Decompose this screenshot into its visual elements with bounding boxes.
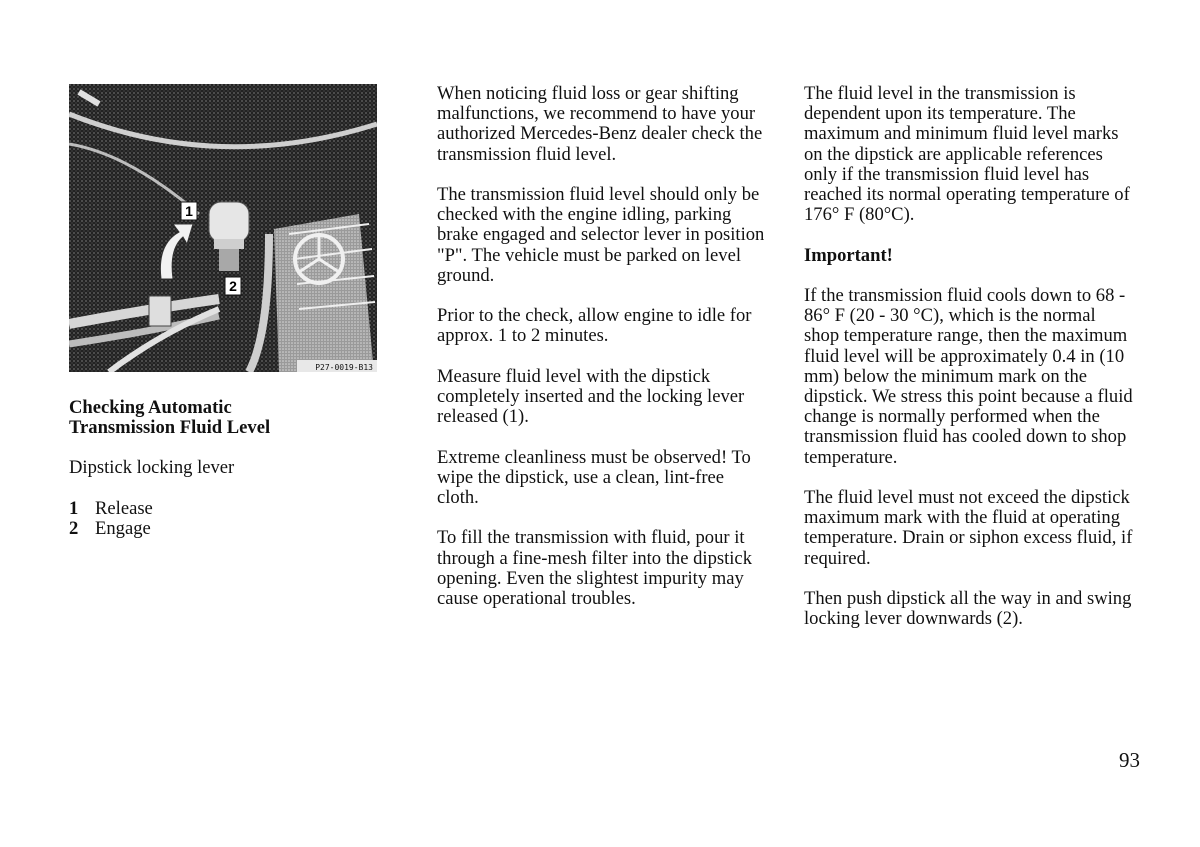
paragraph: The fluid level in the transmission is dependent upon its temperature. The maximum and minimum fluid level marks on the dipstick are applicable references only if the transmission fluid level has reached its normal operating temperature of 176° F (80°C). bbox=[804, 83, 1130, 226]
list-item bbox=[69, 499, 389, 519]
right-column bbox=[804, 84, 1134, 650]
paragraph: Extreme cleanliness must be observed! To wipe the dipstick, use a clean, lint-free cloth. bbox=[437, 446, 751, 508]
list-item-number: 2 bbox=[69, 518, 79, 539]
page-number: 93 bbox=[1119, 748, 1140, 772]
important-heading: Important! bbox=[804, 244, 893, 266]
list-item bbox=[69, 519, 389, 539]
figure-caption-title bbox=[69, 398, 389, 438]
paragraph: The fluid level must not exceed the dipstick maximum mark with the fluid at operating temperature. Drain or siphon excess fluid, if required. bbox=[804, 487, 1133, 569]
engine-bay-photo bbox=[69, 84, 377, 372]
callout-2: 2 bbox=[229, 278, 237, 294]
list-item-number: 1 bbox=[69, 497, 79, 519]
list-item-label: Release bbox=[95, 497, 153, 519]
figure-subtitle: Dipstick locking lever bbox=[69, 457, 235, 479]
left-column bbox=[69, 84, 389, 539]
caption-title-line1: Checking Automatic bbox=[69, 397, 232, 418]
paragraph: Prior to the check, allow engine to idle for approx. 1 to 2 minutes. bbox=[437, 305, 752, 347]
paragraph: When noticing fluid loss or gear shifting malfunctions, we recommend to have your authorized Mercedes-Benz dealer check the transmission fluid level. bbox=[437, 83, 763, 165]
paragraph: To fill the transmission with fluid, pour it through a fine-mesh filter into the dipstick opening. Even the slightest impurity may cause operational troubles. bbox=[437, 527, 752, 609]
paragraph: Then push dipstick all the way in and swing locking lever downwards (2). bbox=[804, 588, 1132, 630]
callout-1: 1 bbox=[185, 203, 193, 219]
paragraph: If the transmission fluid cools down to 68 - 86° F (20 - 30 °C), which is the normal shop temperature range, then the maximum fluid level will be approximately 0.4 in (10 mm) below the minimum mark on the dipstick. We stress this point because a fluid change is normally performed when the transmission fluid has cooled down to shop temperature. bbox=[804, 285, 1133, 468]
paragraph: Measure fluid level with the dipstick completely inserted and the locking lever released (1). bbox=[437, 365, 745, 428]
caption-title-line2: Transmission Fluid Level bbox=[69, 417, 271, 439]
figure-code: P27-0019-B13 bbox=[315, 363, 373, 372]
middle-column bbox=[437, 84, 767, 629]
list-item-label: Engage bbox=[95, 518, 151, 539]
paragraph: The transmission fluid level should only be checked with the engine idling, parking brake engaged and selector lever in position "P". The vehicle must be parked on level ground. bbox=[437, 184, 765, 286]
